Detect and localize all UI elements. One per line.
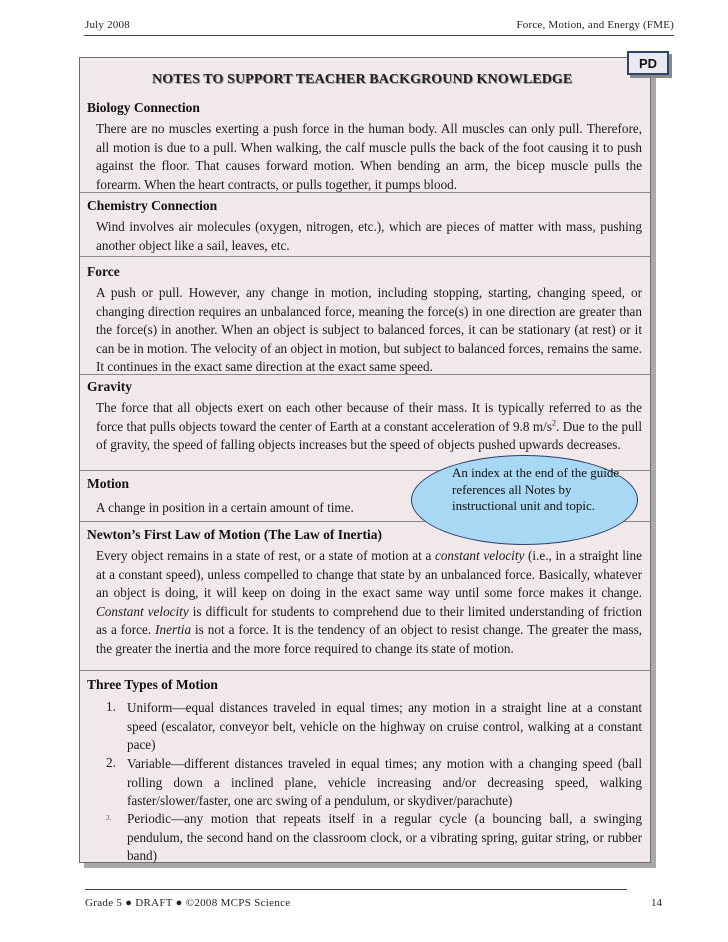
gravity-text-a: The force that all objects exert on each other because of their mass. It is typically referred to as the force that pulls objects toward the center of Earth at a constant acceleration of 9.8 m/s <box>96 400 642 434</box>
newton-text <box>96 547 642 658</box>
biology-heading: Biology Connection <box>87 100 200 115</box>
newton-term-constant-velocity-2: Constant velocity <box>96 603 189 619</box>
header-unit: Force, Motion, and Energy (FME) <box>516 19 674 31</box>
footer-rule <box>85 889 627 890</box>
pd-badge: PD <box>627 51 669 75</box>
box-title: NOTES TO SUPPORT TEACHER BACKGROUND KNOWLEDGE <box>152 72 573 87</box>
list-number-2: 2. <box>106 755 116 770</box>
newton-term-constant-velocity: constant velocity <box>434 548 525 563</box>
list-item-variable: Variable—different distances traveled in equal times; any motion with a changing speed (ball rolling down a inclined plane, vehicle increasing and/or decreasing speed, walking faster/slower/faster, one arc swing of a pendulum, or skydiver/parachute) <box>127 756 642 808</box>
list-number-1: 1. <box>106 699 116 714</box>
biology-text: There are no muscles exerting a push force in the human body. All muscles can only pull. Therefore, all motion is due to a pull. When walking, the calf muscle pulls the back of the foot causing it to push against the floor. That causes forward motion. When bending an arm, the bicep muscle pulls the forearm. When the heart contracts, or pulls together, it pumps blood. <box>96 121 642 192</box>
footer-info: Grade 5 ● DRAFT ● ©2008 MCPS Science <box>85 897 291 909</box>
force-text: A push or pull. However, any change in motion, including stopping, starting, changing speed, or changing direction requires an unbalanced force, meaning the force(s) in one direction are greater than the force(s) in another. When an object is subject to balanced forces, it can be stationary (at rest) or it can be in motion. The velocity of an object in motion, but subject to balanced forces, remains the same. It continues in the exact same direction at the exact same speed. <box>96 285 642 374</box>
newton-text-2: (i.e., in a straight line at a constant speed), unless compelled to change that state by an unbalanced force. Basically, whatever an object is doing, it will keep on doing in the exact same way until some force makes it change. <box>96 548 642 600</box>
header-date: July 2008 <box>85 19 130 31</box>
section-divider <box>80 192 650 193</box>
gravity-heading: Gravity <box>87 379 132 394</box>
gravity-text-b: . Due to the pull of gravity, the speed of falling objects increases but the speed of objects pushed upwards decreases. <box>96 418 643 452</box>
newton-heading: Newton’s First Law of Motion (The Law of Inertia) <box>87 527 382 542</box>
gravity-exponent: 2 <box>551 418 556 428</box>
list-number-3: 3. <box>106 814 112 822</box>
section-divider <box>80 374 650 375</box>
chemistry-heading: Chemistry Connection <box>87 198 218 213</box>
gravity-text <box>96 399 642 455</box>
types-heading: Three Types of Motion <box>87 677 218 692</box>
section-divider <box>80 256 650 257</box>
motion-heading: Motion <box>87 476 129 491</box>
list-item-periodic: Periodic—any motion that repeats itself in a regular cycle (a bouncing ball, a swinging pendulum, the second hand on the classroom clock, or a vibrating spring, guitar string, or rubber band) <box>127 811 642 863</box>
chemistry-text: Wind involves air molecules (oxygen, nitrogen, etc.), which are pieces of matter with mass, pushing another object like a sail, leaves, etc. <box>96 219 642 253</box>
section-divider <box>80 670 650 671</box>
newton-term-inertia: Inertia <box>155 622 192 637</box>
header-rule <box>84 35 674 36</box>
motion-text: A change in position in a certain amount of time. <box>96 500 354 515</box>
list-item-uniform: Uniform—equal distances traveled in equal times; any motion in a straight line at a constant speed (escalator, conveyor belt, vehicle on the highway on cruise control, walking at a constant pace) <box>127 700 642 752</box>
newton-text-4: is not a force. It is the tendency of an object to resist change. The greater the mass, the greater the inertia and the more force required to change its state of motion. <box>96 622 642 656</box>
force-heading: Force <box>87 264 120 279</box>
newton-text-1: Every object remains in a state of rest, or a state of motion at a <box>96 548 435 563</box>
page-number: 14 <box>651 897 662 909</box>
index-callout-text: An index at the end of the guide references all Notes by instructional unit and topic. <box>452 465 620 513</box>
newton-text-3: is difficult for students to comprehend due to their limited understanding of friction as a force. <box>96 603 642 637</box>
